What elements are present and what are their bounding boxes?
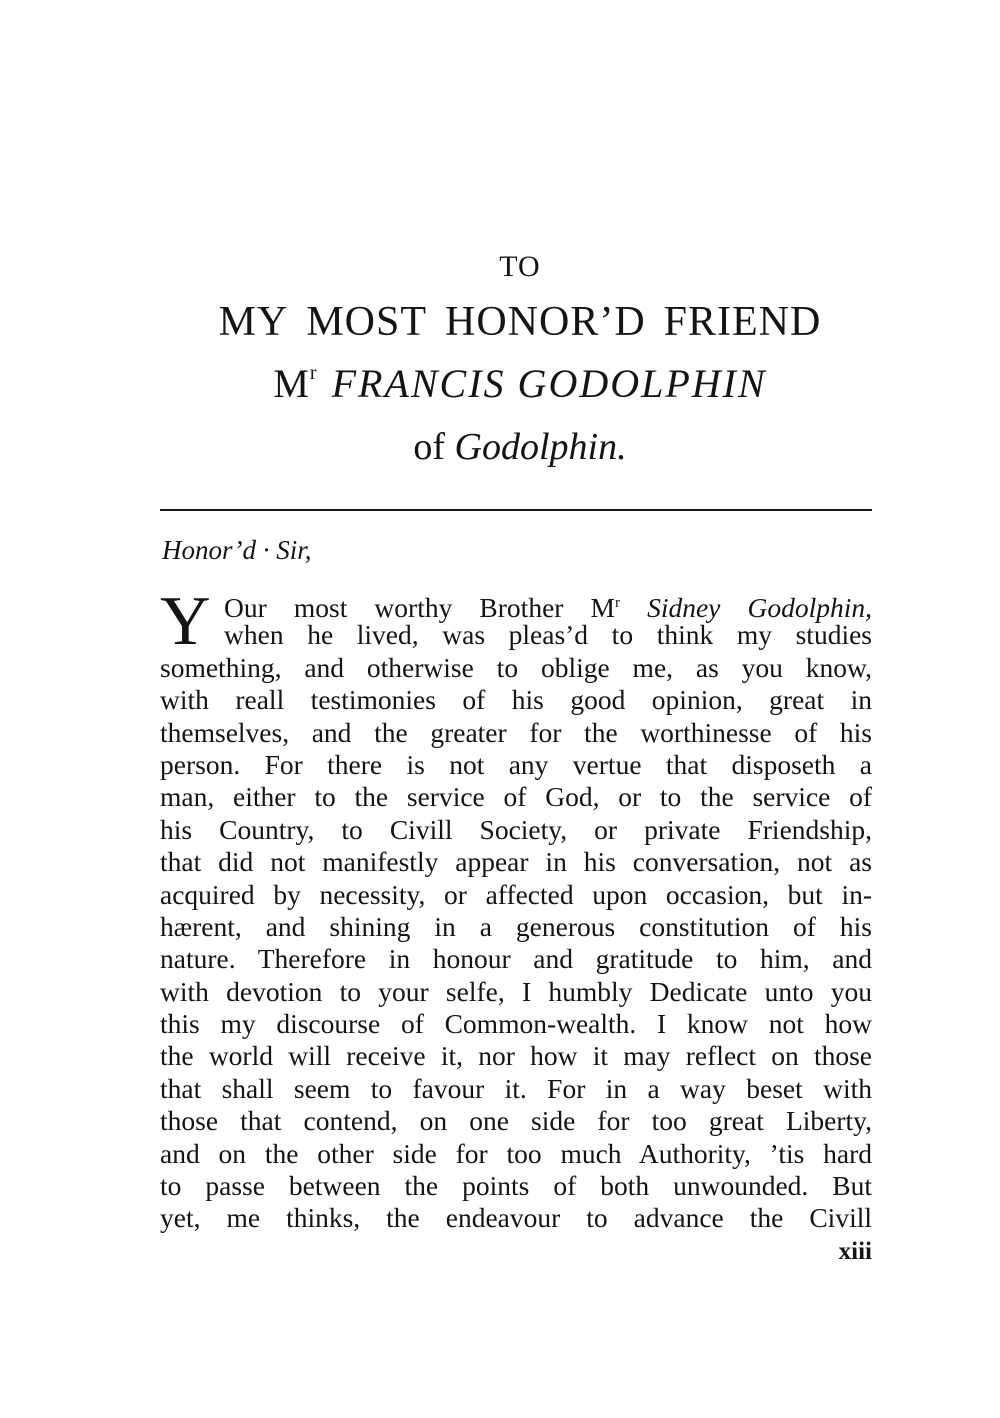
text-line: something, and otherwise to oblige me, as you know, bbox=[160, 651, 872, 683]
heading-to: TO bbox=[499, 250, 541, 283]
text-line: hærent, and shining in a generous constitution of his bbox=[160, 910, 872, 942]
text-line: Our most worthy Brother $M^r$ Sidney Godolphin, bbox=[224, 592, 872, 623]
text-line: to passe between the points of both unwounded. But bbox=[160, 1170, 872, 1202]
text-line: the world will receive it, nor how it may reflect on those bbox=[160, 1040, 872, 1072]
heading-word: MOST bbox=[306, 299, 428, 345]
place-name: Godolphin. bbox=[454, 426, 627, 468]
text-line: themselves, and the greater for the worthinesse of his bbox=[160, 716, 872, 748]
of-word: of bbox=[413, 426, 446, 468]
heading-dedicatee-name bbox=[20, 360, 1000, 407]
text-line: with reall testimonies of his good opinion, great in bbox=[160, 684, 872, 716]
body-paragraph bbox=[160, 583, 872, 1235]
text-line: when he lived, was pleas’d to think my studies bbox=[224, 619, 872, 651]
heading-word: HONOR’D bbox=[445, 299, 646, 345]
page-number: xiii bbox=[838, 1238, 872, 1265]
name-prefix: $M^r$ bbox=[273, 361, 318, 406]
salutation: Honor’d · Sir, bbox=[162, 535, 312, 565]
text-line: and on the other side for too much Authority, ’tis hard bbox=[160, 1137, 872, 1169]
text-line: man, either to the service of God, or to the service of bbox=[160, 781, 872, 813]
heading-dedicatee-title bbox=[20, 298, 1000, 346]
horizontal-rule bbox=[160, 509, 872, 511]
text-line: acquired by necessity, or affected upon occasion, but in- bbox=[160, 878, 872, 910]
dedicatee-name: FRANCIS GODOLPHIN bbox=[331, 361, 767, 406]
heading-place bbox=[20, 425, 1000, 469]
text-line: those that contend, on one side for too great Liberty, bbox=[160, 1105, 872, 1137]
text-line: his Country, to Civill Society, or private Friendship, bbox=[160, 813, 872, 845]
text-line: this my discourse of Common-wealth. I know not how bbox=[160, 1008, 872, 1040]
text-line: that shall seem to favour it. For in a way beset with bbox=[160, 1072, 872, 1104]
heading-word: MY bbox=[218, 299, 289, 345]
text-line: yet, me thinks, the endeavour to advance the Civill bbox=[160, 1202, 872, 1234]
text-line: with devotion to your selfe, I humbly Dedicate unto you bbox=[160, 975, 872, 1007]
text-line: that did not manifestly appear in his conversation, not as bbox=[160, 846, 872, 878]
drop-cap: Y bbox=[160, 583, 211, 660]
text-line: person. For there is not any vertue that disposeth a bbox=[160, 748, 872, 780]
heading-word: FRIEND bbox=[663, 299, 822, 345]
text-line: nature. Therefore in honour and gratitude to him, and bbox=[160, 943, 872, 975]
